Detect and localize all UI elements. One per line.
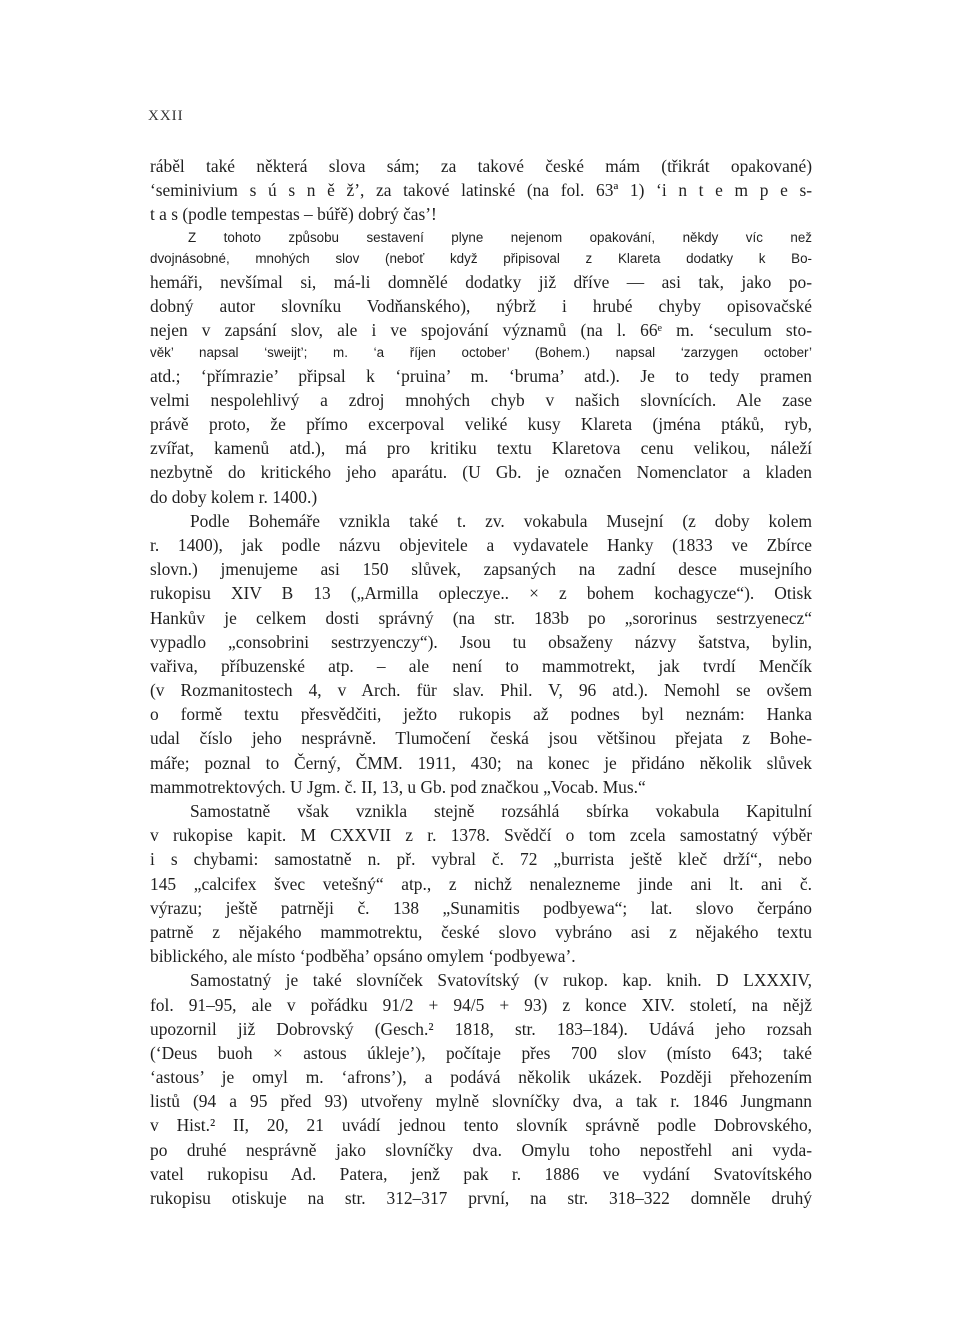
text-line: listů (94 a 95 před 93) utvořeny mylně slovníčky dva, a tak r. 1846 Jungmann	[150, 1091, 812, 1112]
text-line: i s chybami: samostatně n. př. vybral č. 72 „burrista ještě kleč drží“, nebo	[150, 849, 812, 870]
text-line: fol. 91–95, ale v pořádku 91/2 + 94/5 + 93) z konce XIV. století, na nějž	[150, 994, 812, 1015]
text-line: r. 1400), jak podle názvu objevitele a vydavatele Hanky (1833 ve Zbírce	[150, 534, 812, 555]
text-line: atd.; ‘přímrazie’ připsal k ‘pruina’ m. ‘bruma’ atd.). Je to tedy pramen	[150, 365, 812, 386]
text-line: mammotrektových. U Jgm. č. II, 13, u Gb. pod značkou „Vocab. Mus.“	[150, 776, 646, 797]
text-line-small: věk’ napsal ‘sweijt’; m. ‘a říjen october’ (Bohem.) napsal ‘zarzygen october’	[150, 345, 812, 361]
page-number: XXII	[148, 108, 184, 124]
text-line: udal číslo jeho nesprávně. Tlumočení česká jsou většinou přejata z Bohe-	[150, 728, 812, 749]
text-line: patrně z nějakého mammotrektu, české slovo vybráno asi z nějakého textu	[150, 921, 812, 942]
text-line: Samostatný je také slovníček Svatovítský (v rukop. kap. knih. D LXXXIV,	[190, 970, 812, 991]
text-line: biblického, ale místo ‘podběha’ opsáno omylem ‘podbyewa’.	[150, 946, 576, 967]
text-line: ráběl také některá slova sám; za takové české mám (třikrát opakované)	[150, 156, 812, 176]
text-line: dobný autor slovníku Vodňanského), nýbrž i hrubé chyby opisovačské	[150, 295, 812, 316]
text-line: nejen v zapsání slov, ale i ve spojování významů (na l. 66ᵉ m. ‘seculum sto-	[150, 319, 812, 340]
text-line: Podle Bohemáře vznikla také t. zv. vokabula Musejní (z doby kolem	[190, 510, 812, 531]
text-line: vařiva, příbuzenské atp. – ale není to mammotrekt, jak tvrdí Menčík	[150, 655, 812, 676]
text-line: Samostatně však vznikla stejně rozsáhlá sbírka vokabula Kapitulní	[190, 801, 812, 821]
text-line: nezbytně do kritického jeho aparátu. (U Gb. je označen Nomenclator a kladen	[150, 462, 812, 483]
text-line: ‘astous’ je omyl m. ‘afrons’), a podává několik ukázek. Později přehozením	[150, 1067, 812, 1088]
text-line: v rukopise kapit. M CXXVII z r. 1378. Svědčí o tom zcela samostatný výběr	[150, 825, 812, 846]
text-line: (‘Deus buoh × astous úkleje’), počítaje přes 700 slov (místo 643; také	[150, 1042, 812, 1063]
text-line: právě proto, že přímo excerpoval veliké kusy Klareta (jména ptáků, ryb,	[150, 414, 812, 434]
text-line: Hankův je celkem dosti správný (na str. 183b po „sororinus sestrzyenecz“	[150, 607, 812, 628]
text-line: rukopisu otiskuje na str. 312–317 první, na str. 318–322 domněle druhý	[150, 1188, 812, 1208]
text-line: zvířat, kamenů atd.), má pro kritiku textu Klaretova cenu velikou, náleží	[150, 438, 812, 459]
text-line: do doby kolem r. 1400.)	[150, 486, 318, 507]
text-line: o formě textu přesvědčiti, ježto rukopis až podnes byl neznám: Hanka	[150, 704, 812, 725]
text-line: slovn.) jmenujeme asi 150 slůvek, zapsaných na zadní desce musejního	[150, 559, 812, 580]
text-line: máře; poznal to Černý, ČMM. 1911, 430; na konec je přidáno několik slůvek	[150, 752, 812, 773]
text-line: t a s (podle tempestas – búřě) dobrý čas’!	[150, 204, 437, 225]
text-line: upozornil již Dobrovský (Gesch.² 1818, str. 183–184). Udává jeho rozsah	[150, 1018, 812, 1039]
text-line-small: dvojnásobné, mnohých slov (neboť když připisoval z Klareta dodatky k Bo-	[150, 251, 812, 267]
text-line: hemáři, nevšímal si, má-li domnělé dodatky již dříve — asi tak, jako po-	[150, 271, 812, 292]
text-line: rukopisu XIV B 13 („Armilla opleczye.. × z bohem kochagycze“). Otisk	[150, 583, 812, 604]
text-line: 145 „calcifex švec vetešný“ atp., z nichž nenalezneme jinde ani lt. ani č.	[150, 873, 812, 894]
text-line: po druhé nesprávně jako slovníčky dva. Omylu toho nepostřehl ani vyda-	[150, 1139, 812, 1160]
text-line: vatel rukopisu Ad. Patera, jenž pak r. 1886 ve vydání Svatovítského	[150, 1163, 812, 1184]
text-line: v Hist.² II, 20, 21 uvádí jednou tento slovník správně podle Dobrovského,	[150, 1115, 812, 1136]
text-line: velmi nespolehlivý a zdroj mnohých chyb v našich slovnících. Ale zase	[150, 389, 812, 410]
text-line: výrazu; ještě patrněji č. 138 „Sunamitis podbyewa“; lat. slovo čerpáno	[150, 897, 812, 918]
text-line: vypadlo „consobrini sestrzyenczy“). Jsou tu obsaženy názvy šatstva, bylin,	[150, 631, 812, 652]
text-line: (v Rozmanitostech 4, v Arch. für slav. Phil. V, 96 atd.). Nemohl se ovšem	[150, 680, 812, 701]
body-text	[150, 154, 812, 1210]
text-line: ‘seminivium s ú s n ě ž’, za takové latinské (na fol. 63ª 1) ‘i n t e m p e s-	[150, 180, 812, 201]
text-line-small: Z tohoto způsobu sestavení plyne nejenom opakování, někdy víc než	[188, 229, 812, 245]
